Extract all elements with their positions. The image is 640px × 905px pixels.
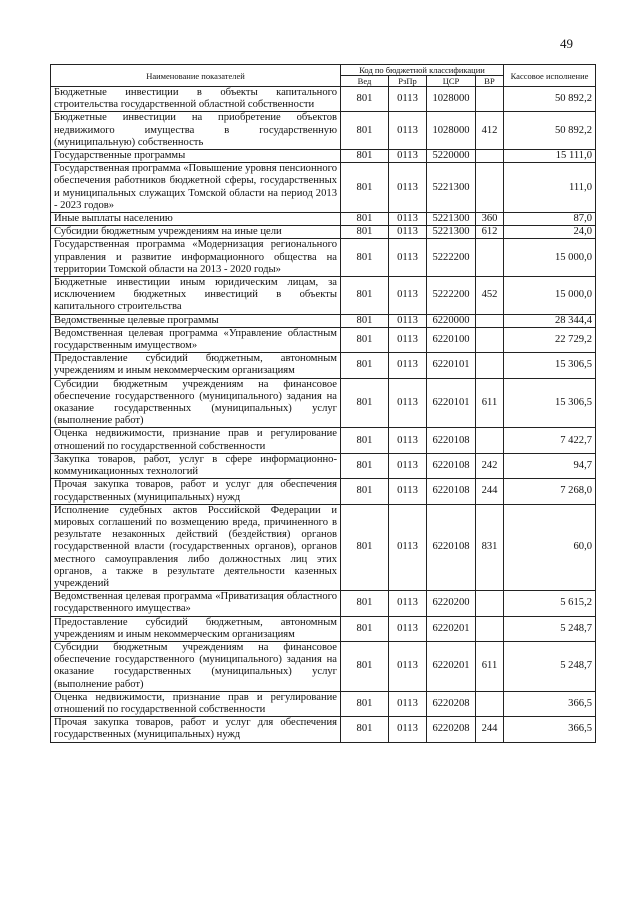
cell-name: Субсидии бюджетным учреждениям на финансовое обеспечение государственного (муниципального) задания на оказание государственных (муниципальных) услуг (выполнение работ) — [51, 378, 341, 428]
cell-vr: 242 — [476, 453, 504, 478]
cell-ved: 801 — [341, 504, 389, 590]
cell-amount: 5 248,7 — [504, 641, 596, 691]
table-row — [51, 150, 596, 163]
cell-amount: 15 000,0 — [504, 277, 596, 315]
cell-name: Ведомственные целевые программы — [51, 314, 341, 327]
cell-ved: 801 — [341, 277, 389, 315]
cell-vr: 244 — [476, 479, 504, 504]
header-vr: ВР — [476, 76, 504, 87]
cell-ved: 801 — [341, 717, 389, 742]
table-row — [51, 213, 596, 226]
table-row — [51, 641, 596, 691]
cell-rzpr: 0113 — [389, 314, 427, 327]
cell-vr — [476, 691, 504, 716]
cell-amount: 22 729,2 — [504, 327, 596, 352]
cell-amount: 7 422,7 — [504, 428, 596, 453]
cell-ved: 801 — [341, 239, 389, 277]
cell-csr: 6220100 — [427, 327, 476, 352]
cell-amount: 60,0 — [504, 504, 596, 590]
cell-name: Закупка товаров, работ, услуг в сфере информационно-коммуникационных технологий — [51, 453, 341, 478]
cell-amount: 5 615,2 — [504, 591, 596, 616]
cell-rzpr: 0113 — [389, 641, 427, 691]
cell-amount: 366,5 — [504, 717, 596, 742]
header-ved: Вед — [341, 76, 389, 87]
cell-name: Ведомственная целевая программа «Управление областным государственным имуществом» — [51, 327, 341, 352]
cell-vr: 452 — [476, 277, 504, 315]
cell-csr: 5221300 — [427, 163, 476, 213]
table-header — [51, 65, 596, 87]
cell-amount: 28 344,4 — [504, 314, 596, 327]
header-code-group: Код по бюджетной классификации — [341, 65, 504, 76]
header-csr: ЦСР — [427, 76, 476, 87]
table-row — [51, 717, 596, 742]
cell-name: Государственная программа «Повышение уровня пенсионного обеспечения работников бюджетной сферы, государственных и муниципальных служащих Томской области на период 2013 - 2023 годов» — [51, 163, 341, 213]
header-rzpr: РзПр — [389, 76, 427, 87]
page-number: 49 — [560, 36, 573, 51]
cell-csr: 5222200 — [427, 277, 476, 315]
cell-csr: 6220200 — [427, 591, 476, 616]
cell-name: Бюджетные инвестиции на приобретение объектов недвижимого имущества в государственную (муниципальную) собственность — [51, 112, 341, 150]
cell-name: Государственная программа «Модернизация регионального управления и развитие информационного общества на территории Томской области на 2013 - 2020 годы» — [51, 239, 341, 277]
cell-rzpr: 0113 — [389, 213, 427, 226]
cell-vr — [476, 150, 504, 163]
cell-vr — [476, 591, 504, 616]
header-name: Наименование показателей — [51, 65, 341, 87]
table-body — [51, 87, 596, 743]
table-row — [51, 277, 596, 315]
cell-ved: 801 — [341, 616, 389, 641]
cell-csr: 6220101 — [427, 353, 476, 378]
cell-vr: 244 — [476, 717, 504, 742]
cell-rzpr: 0113 — [389, 591, 427, 616]
cell-rzpr: 0113 — [389, 163, 427, 213]
cell-rzpr: 0113 — [389, 504, 427, 590]
cell-amount: 24,0 — [504, 226, 596, 239]
table-row — [51, 504, 596, 590]
table-row — [51, 226, 596, 239]
cell-vr: 412 — [476, 112, 504, 150]
cell-rzpr: 0113 — [389, 453, 427, 478]
cell-rzpr: 0113 — [389, 353, 427, 378]
table-row — [51, 327, 596, 352]
cell-rzpr: 0113 — [389, 150, 427, 163]
cell-csr: 1028000 — [427, 112, 476, 150]
cell-vr: 360 — [476, 213, 504, 226]
cell-rzpr: 0113 — [389, 378, 427, 428]
cell-amount: 15 306,5 — [504, 353, 596, 378]
cell-amount: 50 892,2 — [504, 112, 596, 150]
cell-rzpr: 0113 — [389, 226, 427, 239]
cell-name: Бюджетные инвестиции иным юридическим лицам, за исключением бюджетных инвестиций в объекты капитального строительства — [51, 277, 341, 315]
cell-amount: 15 111,0 — [504, 150, 596, 163]
cell-vr — [476, 314, 504, 327]
cell-csr: 6220108 — [427, 479, 476, 504]
cell-rzpr: 0113 — [389, 717, 427, 742]
cell-csr: 5220000 — [427, 150, 476, 163]
cell-rzpr: 0113 — [389, 87, 427, 112]
cell-csr: 6220208 — [427, 691, 476, 716]
cell-name: Прочая закупка товаров, работ и услуг для обеспечения государственных (муниципальных) нужд — [51, 479, 341, 504]
cell-name: Оценка недвижимости, признание прав и регулирование отношений по государственной собственности — [51, 428, 341, 453]
cell-vr: 612 — [476, 226, 504, 239]
cell-csr: 6220101 — [427, 378, 476, 428]
cell-name: Прочая закупка товаров, работ и услуг для обеспечения государственных (муниципальных) нужд — [51, 717, 341, 742]
cell-vr — [476, 353, 504, 378]
cell-csr: 5222200 — [427, 239, 476, 277]
cell-ved: 801 — [341, 691, 389, 716]
table-row — [51, 239, 596, 277]
table-row — [51, 616, 596, 641]
cell-ved: 801 — [341, 327, 389, 352]
cell-name: Бюджетные инвестиции в объекты капитального строительства государственной областной собственности — [51, 87, 341, 112]
cell-vr — [476, 327, 504, 352]
cell-ved: 801 — [341, 453, 389, 478]
cell-ved: 801 — [341, 428, 389, 453]
cell-amount: 7 268,0 — [504, 479, 596, 504]
cell-csr: 6220208 — [427, 717, 476, 742]
cell-name: Предоставление субсидий бюджетным, автономным учреждениям и иным некоммерческим организациям — [51, 616, 341, 641]
header-amount: Кассовое исполнение — [504, 65, 596, 87]
cell-rzpr: 0113 — [389, 239, 427, 277]
table-row — [51, 353, 596, 378]
cell-csr: 1028000 — [427, 87, 476, 112]
cell-rzpr: 0113 — [389, 479, 427, 504]
cell-rzpr: 0113 — [389, 327, 427, 352]
budget-table — [50, 64, 596, 743]
cell-ved: 801 — [341, 479, 389, 504]
cell-name: Субсидии бюджетным учреждениям на финансовое обеспечение государственного (муниципального) задания на оказание государственных (муниципальных) услуг (выполнение работ) — [51, 641, 341, 691]
cell-vr: 611 — [476, 378, 504, 428]
table-row — [51, 87, 596, 112]
cell-rzpr: 0113 — [389, 616, 427, 641]
table-row — [51, 428, 596, 453]
cell-vr — [476, 616, 504, 641]
cell-ved: 801 — [341, 226, 389, 239]
cell-ved: 801 — [341, 150, 389, 163]
cell-ved: 801 — [341, 213, 389, 226]
table-row — [51, 378, 596, 428]
cell-rzpr: 0113 — [389, 428, 427, 453]
cell-csr: 6220108 — [427, 428, 476, 453]
cell-vr: 831 — [476, 504, 504, 590]
cell-csr: 6220201 — [427, 616, 476, 641]
cell-rzpr: 0113 — [389, 277, 427, 315]
cell-ved: 801 — [341, 87, 389, 112]
cell-name: Ведомственная целевая программа «Приватизация областного государственного имущества» — [51, 591, 341, 616]
table-row — [51, 112, 596, 150]
cell-rzpr: 0113 — [389, 112, 427, 150]
table-row — [51, 314, 596, 327]
cell-amount: 50 892,2 — [504, 87, 596, 112]
cell-name: Иные выплаты населению — [51, 213, 341, 226]
cell-ved: 801 — [341, 353, 389, 378]
cell-csr: 6220108 — [427, 504, 476, 590]
table-row — [51, 691, 596, 716]
cell-vr — [476, 87, 504, 112]
cell-vr — [476, 428, 504, 453]
cell-csr: 5221300 — [427, 226, 476, 239]
cell-csr: 6220000 — [427, 314, 476, 327]
cell-ved: 801 — [341, 641, 389, 691]
cell-amount: 87,0 — [504, 213, 596, 226]
table-row — [51, 453, 596, 478]
cell-ved: 801 — [341, 163, 389, 213]
table-row — [51, 591, 596, 616]
cell-vr — [476, 163, 504, 213]
cell-name: Предоставление субсидий бюджетным, автономным учреждениям и иным некоммерческим организациям — [51, 353, 341, 378]
cell-ved: 801 — [341, 378, 389, 428]
cell-vr: 611 — [476, 641, 504, 691]
table-row — [51, 479, 596, 504]
cell-ved: 801 — [341, 112, 389, 150]
cell-csr: 6220201 — [427, 641, 476, 691]
table-row — [51, 163, 596, 213]
cell-amount: 15 306,5 — [504, 378, 596, 428]
cell-amount: 366,5 — [504, 691, 596, 716]
cell-amount: 111,0 — [504, 163, 596, 213]
cell-amount: 94,7 — [504, 453, 596, 478]
cell-amount: 5 248,7 — [504, 616, 596, 641]
cell-name: Государственные программы — [51, 150, 341, 163]
cell-rzpr: 0113 — [389, 691, 427, 716]
cell-vr — [476, 239, 504, 277]
cell-name: Оценка недвижимости, признание прав и регулирование отношений по государственной собственности — [51, 691, 341, 716]
cell-csr: 6220108 — [427, 453, 476, 478]
cell-ved: 801 — [341, 591, 389, 616]
cell-csr: 5221300 — [427, 213, 476, 226]
cell-name: Исполнение судебных актов Российской Федерации и мировых соглашений по возмещению вреда, причиненного в результате незаконных действий (бездействия) органов государственной власти (государственных органов), органов местного самоуправления либо должностных лиц этих органов, а также в результате деятельности казенных учреждений — [51, 504, 341, 590]
cell-amount: 15 000,0 — [504, 239, 596, 277]
cell-ved: 801 — [341, 314, 389, 327]
cell-name: Субсидии бюджетным учреждениям на иные цели — [51, 226, 341, 239]
